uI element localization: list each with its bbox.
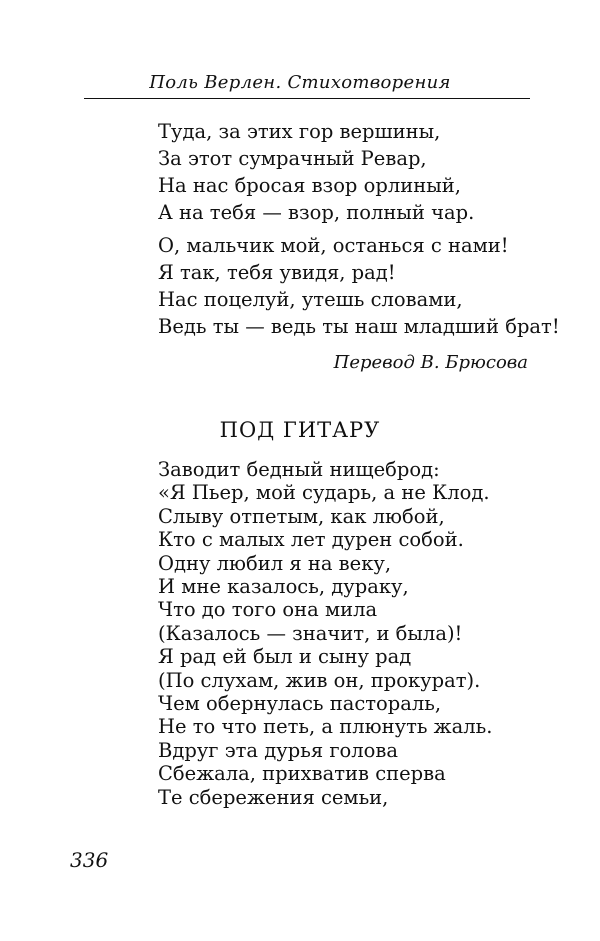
- verse-line: (Казалось — значит, и была)!: [158, 621, 463, 645]
- verse-line: Слыву отпетым, как любой,: [158, 504, 445, 528]
- verse-line: Заводит бедный нищеброд:: [158, 458, 440, 481]
- page-number: 336: [70, 848, 109, 872]
- poem1-stanza1: [158, 118, 474, 226]
- verse-line: Не то что петь, а плюнуть жаль.: [158, 715, 493, 739]
- verse-line: Вдруг эта дурья голова: [158, 738, 399, 762]
- verse-line: Что до того она мила: [158, 598, 378, 622]
- verse-line: Я так, тебя увидя, рад!: [158, 261, 396, 284]
- verse-line: Чем обернулась пастораль,: [158, 692, 442, 716]
- verse-line: Нас поцелуй, утешь словами,: [158, 288, 463, 311]
- poem2-verse: [158, 458, 492, 809]
- translator-credit: Перевод В. Брюсова: [333, 352, 528, 373]
- verse-line: Ведь ты — ведь ты наш младший брат!: [158, 315, 560, 338]
- verse-line: Те сбережения семьи,: [158, 785, 389, 809]
- poem1-stanza2: [158, 232, 560, 340]
- verse-line: На нас бросая взор орлиный,: [158, 174, 461, 197]
- verse-line: «Я Пьер, мой сударь, а не Клод.: [158, 481, 490, 505]
- verse-line: О, мальчик мой, останься с нами!: [158, 234, 509, 257]
- verse-line: Я рад ей был и сыну рад: [158, 645, 412, 669]
- verse-line: Туда, за этих гор вершины,: [158, 120, 441, 143]
- header-rule: [84, 98, 530, 99]
- poem-title: ПОД ГИТАРУ: [219, 418, 381, 442]
- verse-line: За этот сумрачный Ревар,: [158, 147, 427, 170]
- verse-line: Сбежала, прихватив сперва: [158, 762, 446, 786]
- verse-line: А на тебя — взор, полный чар.: [158, 201, 475, 224]
- running-head: Поль Верлен. Стихотворения: [149, 72, 451, 93]
- verse-line: Кто с малых лет дурен собой.: [158, 528, 464, 552]
- verse-line: (По слухам, жив он, прокурат).: [158, 668, 481, 692]
- verse-line: И мне казалось, дураку,: [158, 575, 409, 599]
- verse-line: Одну любил я на веку,: [158, 551, 392, 575]
